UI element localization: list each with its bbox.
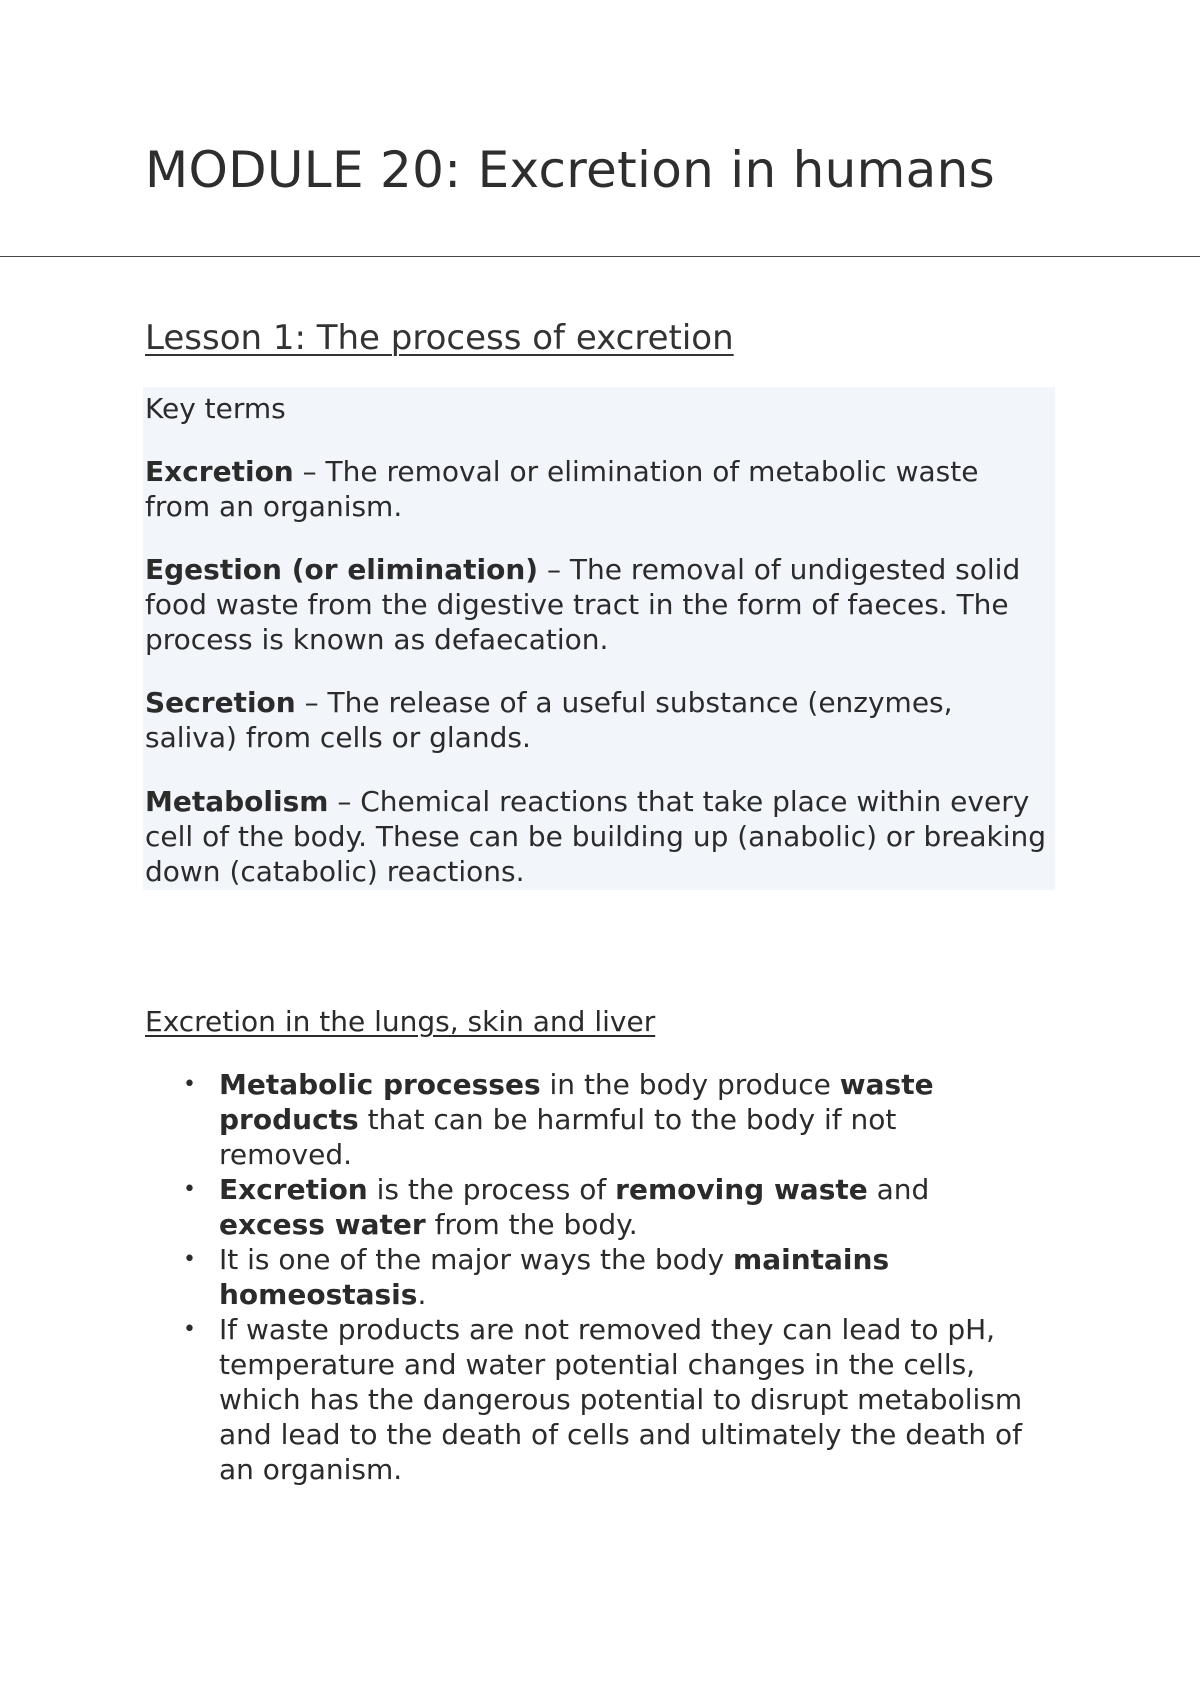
text: that can be harmful to the body if not removed.	[219, 1103, 897, 1171]
text: .	[417, 1278, 427, 1311]
key-term-excretion	[145, 454, 1050, 524]
key-term-definition: – The removal or elimination of metabolic waste from an organism.	[145, 455, 979, 523]
key-term-name: Metabolism	[145, 785, 329, 818]
list-item	[145, 1242, 1035, 1312]
list-item	[145, 1172, 1035, 1242]
bullet-list	[145, 1067, 1035, 1487]
bold-text: maintains homeostasis	[219, 1243, 890, 1311]
bold-text: waste products	[219, 1068, 934, 1136]
key-term-definition: – Chemical reactions that take place within every cell of the body. These can be building up (anabolic) or breaking down (catabolic) reactions.	[145, 785, 1047, 888]
bold-text: removing waste	[615, 1173, 868, 1206]
text: is the process of	[367, 1173, 616, 1206]
bullet-icon: •	[183, 1317, 196, 1342]
bullet-icon: •	[183, 1072, 196, 1097]
bullet-icon: •	[183, 1247, 196, 1272]
key-terms-label: Key terms	[145, 392, 286, 425]
key-term-definition: – The removal of undigested solid food waste from the digestive tract in the form of faeces. The process is known as defaecation.	[145, 553, 1021, 656]
key-term-definition: – The release of a useful substance (enzymes, saliva) from cells or glands.	[145, 686, 953, 754]
key-term-egestion	[145, 552, 1050, 657]
text: in the body produce	[540, 1068, 840, 1101]
text: If waste products are not removed they can lead to pH, temperature and water potential changes in the cells, which has the dangerous potential to disrupt metabolism and lead to the death of cells and ultimately the death of an organism.	[219, 1313, 1023, 1486]
list-item	[145, 1067, 1035, 1172]
key-term-name: Secretion	[145, 686, 296, 719]
lesson-heading: Lesson 1: The process of excretion	[145, 318, 734, 358]
section-heading: Excretion in the lungs, skin and liver	[145, 1005, 656, 1038]
key-term-name: Excretion	[145, 455, 294, 488]
title-divider	[0, 256, 1200, 257]
bold-text: excess water	[219, 1208, 426, 1241]
key-term-name: Egestion (or elimination)	[145, 553, 539, 586]
list-item	[145, 1312, 1035, 1487]
text: It is one of the major ways the body	[219, 1243, 734, 1276]
bold-text: Excretion	[219, 1173, 368, 1206]
text: and	[867, 1173, 930, 1206]
page-title: MODULE 20: Excretion in humans	[145, 141, 995, 199]
key-term-metabolism	[145, 784, 1050, 889]
text: from the body.	[425, 1208, 638, 1241]
bullet-icon: •	[183, 1177, 196, 1202]
key-term-secretion	[145, 685, 1050, 755]
bold-text: Metabolic processes	[219, 1068, 541, 1101]
